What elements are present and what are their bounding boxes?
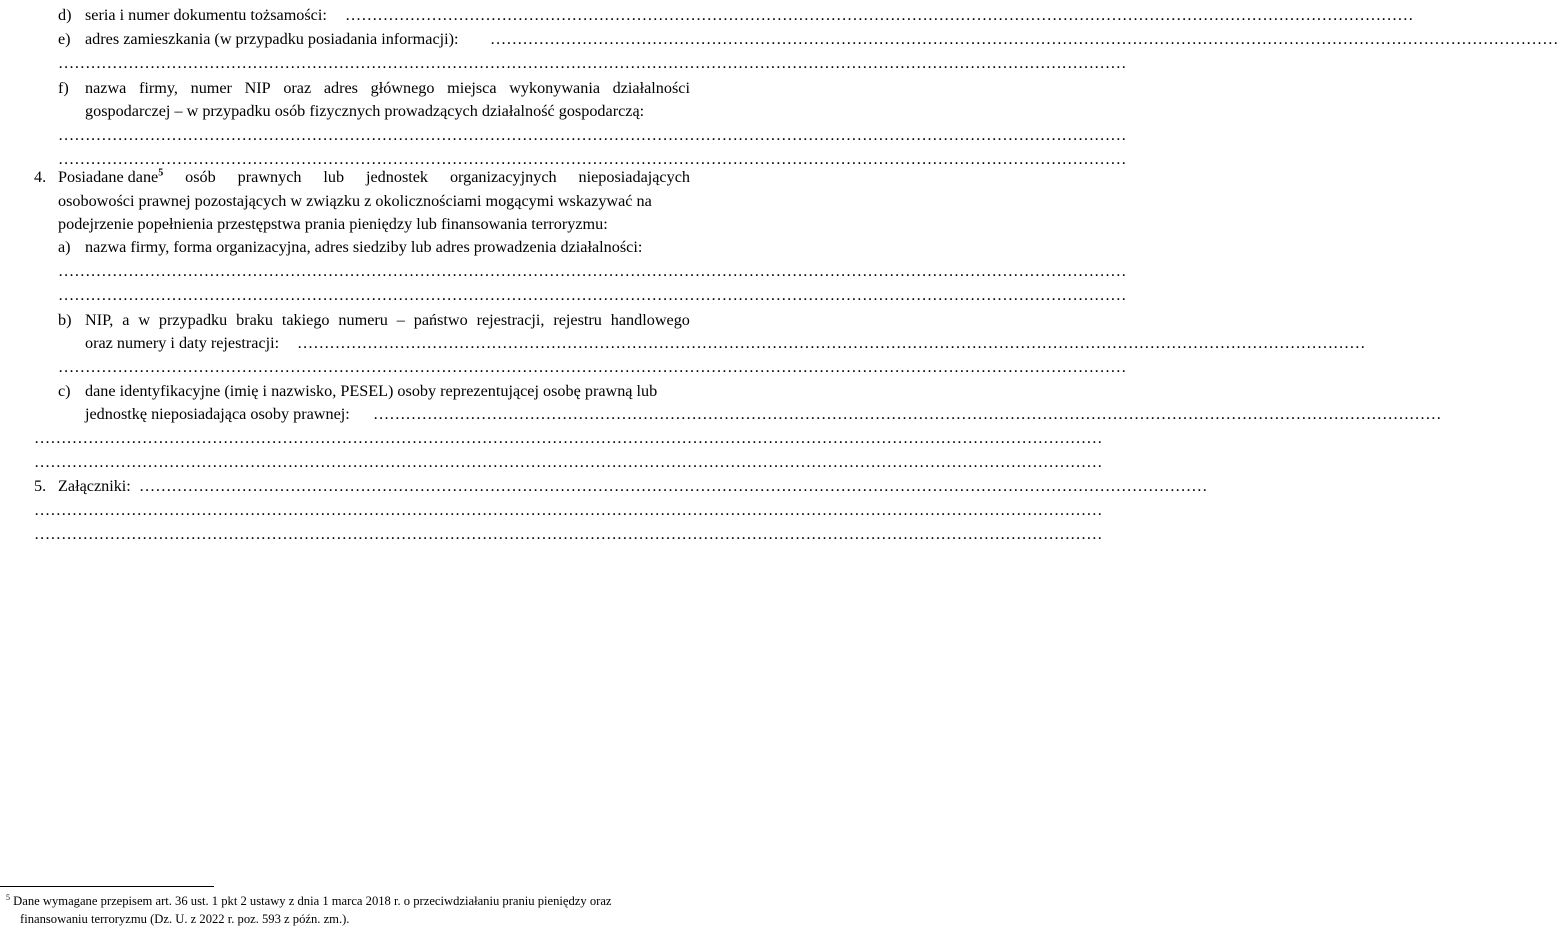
footnote-ref: 5 — [158, 167, 164, 179]
attachments-field[interactable]: ……………………………………………………………………………………………………………………………………………………………………………… — [139, 477, 1208, 495]
item-c-letter: c) — [58, 382, 71, 400]
item-f-line1-word: wykonywania — [509, 79, 601, 97]
footnote — [6, 892, 612, 910]
item-f-label-line1 — [85, 77, 690, 99]
item-c-field-line3[interactable]: ……………………………………………………………………………………………………………………………………………………………………………… — [34, 453, 1103, 471]
item-b-line1-word: – — [396, 311, 405, 329]
item-f-field-line1[interactable]: ……………………………………………………………………………………………………………………………………………………………………………… — [58, 126, 1127, 144]
section-4-line2: osobowości prawnej pozostających w związku z okolicznościami mogącymi wskazywać na — [58, 192, 652, 210]
section-4-line1-word: jednostek — [365, 168, 429, 186]
item-b-field-line2[interactable]: ……………………………………………………………………………………………………………………………………………………………………………… — [58, 358, 1127, 376]
section-4-line1-word: osób — [185, 168, 216, 186]
item-b-label-line1 — [85, 309, 690, 331]
item-e-label: adres zamieszkania (w przypadku posiadania informacji): — [85, 30, 459, 48]
item-c-field-line2[interactable]: ……………………………………………………………………………………………………………………………………………………………………………… — [34, 429, 1103, 447]
attachments-field-line3[interactable]: ……………………………………………………………………………………………………………………………………………………………………………… — [34, 525, 1103, 543]
section-4-line1 — [58, 166, 690, 188]
footnote-mark: 5 — [6, 892, 10, 902]
item-b-line1-word: handlowego — [610, 311, 690, 329]
section-4-line1-word: nieposiadających — [578, 168, 690, 186]
item-d-label: seria i numer dokumentu tożsamości: — [85, 6, 327, 24]
item-f-line1-word: działalności — [612, 79, 690, 97]
item-a-field-line2[interactable]: ……………………………………………………………………………………………………………………………………………………………………………… — [58, 286, 1127, 304]
item-b-line1-word: NIP, — [85, 311, 114, 329]
item-b-line1-word: a — [122, 311, 130, 329]
item-f-line1-word: nazwa — [85, 79, 127, 97]
section-4-line1-word: organizacyjnych — [449, 168, 557, 186]
section-4-number: 4. — [34, 168, 47, 186]
item-f-line1-word: numer — [190, 79, 232, 97]
item-b-line1-word: przypadku — [158, 311, 228, 329]
item-d-field[interactable]: ……………………………………………………………………………………………………………………………………………………………………………… — [345, 6, 1414, 24]
section-5-number: 5. — [34, 477, 47, 495]
item-b-line1-word: takiego — [281, 311, 330, 329]
section-4-line3: podejrzenie popełnienia przestępstwa prania pieniędzy lub finansowania terroryzmu: — [58, 215, 608, 233]
item-b-line1-word: braku — [236, 311, 273, 329]
item-f-line1-word: oraz — [283, 79, 312, 97]
item-a-letter: a) — [58, 238, 71, 256]
item-f-line1-word: miejsca — [447, 79, 497, 97]
section-4-line1-word: lub — [323, 168, 345, 186]
item-c-label-line1: dane identyfikacyjne (imię i nazwisko, PESEL) osoby reprezentującej osobę prawną lub — [85, 382, 658, 400]
item-b-line1-word: rejestru — [553, 311, 602, 329]
section-5-label: Załączniki: — [58, 477, 131, 495]
item-f-label-line2: gospodarczej – w przypadku osób fizycznych prowadzących działalność gospodarczą: — [85, 102, 645, 120]
item-b-line1-word: rejestracji, — [476, 311, 545, 329]
item-e-letter: e) — [58, 30, 71, 48]
item-f-line1-word: firmy, — [138, 79, 178, 97]
item-e-field-line2[interactable]: ……………………………………………………………………………………………………………………………………………………………………………… — [58, 54, 1127, 72]
item-b-line1-word: numeru — [338, 311, 388, 329]
item-f-line1-word: NIP — [244, 79, 271, 97]
item-b-letter: b) — [58, 311, 72, 329]
item-b-label-line2: oraz numery i daty rejestracji: — [85, 334, 280, 352]
item-b-line1-word: państwo — [413, 311, 468, 329]
footnote-line1: Dane wymagane przepisem art. 36 ust. 1 pkt 2 ustawy z dnia 1 marca 2018 r. o przeciwdziałaniu praniu pieniędzy oraz — [13, 894, 612, 908]
item-f-line1-word: głównego — [370, 79, 435, 97]
footnote-line2: finansowaniu terroryzmu (Dz. U. z 2022 r. poz. 593 z późn. zm.). — [20, 912, 350, 926]
item-f-letter: f) — [58, 79, 69, 97]
item-c-field[interactable]: ……………………………………………………………………………………………………………………………………………………………………………… — [373, 405, 1442, 423]
item-f-field-line2[interactable]: ……………………………………………………………………………………………………………………………………………………………………………… — [58, 150, 1127, 168]
item-e-field[interactable]: ……………………………………………………………………………………………………………………………………………………………………………… — [490, 30, 1558, 48]
item-b-field[interactable]: ……………………………………………………………………………………………………………………………………………………………………………… — [297, 334, 1366, 352]
item-f-line1-word: adres — [323, 79, 358, 97]
item-a-field-line1[interactable]: ……………………………………………………………………………………………………………………………………………………………………………… — [58, 262, 1127, 280]
item-a-label: nazwa firmy, forma organizacyjna, adres siedziby lub adres prowadzenia działalności: — [85, 238, 643, 256]
section-4-line1-start: Posiadane dane$^5$ — [58, 167, 164, 186]
item-b-line1-word: w — [138, 311, 151, 329]
footnote-separator — [0, 886, 214, 887]
item-d-letter: d) — [58, 6, 72, 24]
item-c-label-line2: jednostkę nieposiadająca osoby prawnej: — [85, 405, 350, 423]
section-4-line1-word: prawnych — [237, 168, 302, 186]
attachments-field-line2[interactable]: ……………………………………………………………………………………………………………………………………………………………………………… — [34, 501, 1103, 519]
